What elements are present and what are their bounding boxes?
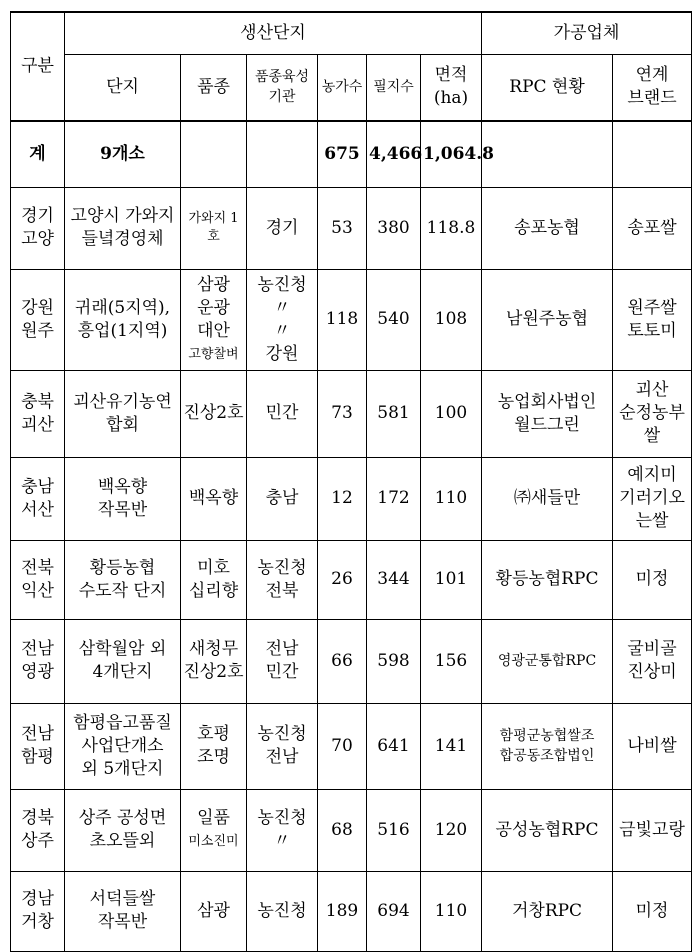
rpc-cell: 송포농협 — [482, 187, 613, 269]
area-cell: 156 — [421, 619, 482, 703]
region-cell: 경북 상주 — [11, 789, 65, 871]
parcels-cell: 516 — [367, 789, 421, 871]
variety-cell: 가와지 1호 — [181, 187, 247, 269]
brand-cell: 굴비골 진상미 — [613, 619, 692, 703]
farms-cell: 12 — [318, 457, 367, 540]
total-variety — [181, 121, 247, 187]
region-cell: 전남 영광 — [11, 619, 65, 703]
complex-cell: 고양시 가와지 들녘경영체 — [65, 187, 181, 269]
breeder-cell: 민간 — [247, 370, 318, 457]
total-area: 1,064.8 — [421, 121, 482, 187]
table-row — [11, 370, 692, 457]
brand-cell: 금빛고랑 — [613, 789, 692, 871]
area-cell: 141 — [421, 703, 482, 789]
variety-cell: 백옥향 — [181, 457, 247, 540]
parcels-cell: 172 — [367, 457, 421, 540]
area-cell: 110 — [421, 457, 482, 540]
total-parcels: 4,466 — [367, 121, 421, 187]
header-row-2 — [11, 54, 692, 121]
parcels-cell: 581 — [367, 370, 421, 457]
area-cell: 101 — [421, 540, 482, 619]
breeder-cell: 충남 — [247, 457, 318, 540]
area-cell: 100 — [421, 370, 482, 457]
brand-cell: 송포쌀 — [613, 187, 692, 269]
breeder-cell: 농진청 〃 〃 강원 — [247, 269, 318, 370]
parcels-cell: 641 — [367, 703, 421, 789]
total-row — [11, 121, 692, 187]
breeder-cell: 경기 — [247, 187, 318, 269]
complex-cell: 함평읍고품질 사업단개소 외 5개단지 — [65, 703, 181, 789]
rpc-cell: 황등농협RPC — [482, 540, 613, 619]
header-complex: 단지 — [65, 54, 181, 121]
table-row — [11, 789, 692, 871]
area-cell: 120 — [421, 789, 482, 871]
brand-cell: 나비쌀 — [613, 703, 692, 789]
breeder-cell: 전남 민간 — [247, 619, 318, 703]
rpc-cell: 함평군농협쌀조 합공동조합법인 — [482, 703, 613, 789]
total-label: 계 — [11, 121, 65, 187]
header-brand: 연계 브랜드 — [613, 54, 692, 121]
farms-cell: 26 — [318, 540, 367, 619]
farms-cell: 118 — [318, 269, 367, 370]
farms-cell: 66 — [318, 619, 367, 703]
header-production-group: 생산단지 — [65, 12, 482, 54]
brand-cell: 원주쌀 토토미 — [613, 269, 692, 370]
farms-cell: 70 — [318, 703, 367, 789]
area-cell: 118.8 — [421, 187, 482, 269]
region-cell: 충남 서산 — [11, 457, 65, 540]
brand-cell: 미정 — [613, 871, 692, 951]
table-row — [11, 703, 692, 789]
region-cell: 강원 원주 — [11, 269, 65, 370]
variety-cell: 새청무 진상2호 — [181, 619, 247, 703]
parcels-cell: 598 — [367, 619, 421, 703]
breeder-cell: 농진청 — [247, 871, 318, 951]
complex-cell: 삼학월암 외 4개단지 — [65, 619, 181, 703]
rpc-cell: 농업회사법인 월드그린 — [482, 370, 613, 457]
total-farms: 675 — [318, 121, 367, 187]
header-row-1 — [11, 12, 692, 54]
farms-cell: 73 — [318, 370, 367, 457]
rpc-cell: 영광군통합RPC — [482, 619, 613, 703]
region-cell: 전남 함평 — [11, 703, 65, 789]
breeder-cell: 농진청 전남 — [247, 703, 318, 789]
header-parcels: 필지수 — [367, 54, 421, 121]
parcels-cell: 694 — [367, 871, 421, 951]
area-cell: 108 — [421, 269, 482, 370]
table-row — [11, 619, 692, 703]
variety-cell: 삼광 운광 대안 고향찰벼 — [181, 269, 247, 370]
farms-cell: 189 — [318, 871, 367, 951]
complex-cell: 괴산유기농연 합회 — [65, 370, 181, 457]
header-breeder: 품종육성 기관 — [247, 54, 318, 121]
header-area: 면적 (ha) — [421, 54, 482, 121]
header-rpc: RPC 현황 — [482, 54, 613, 121]
rpc-cell: ㈜새들만 — [482, 457, 613, 540]
variety-cell: 진상2호 — [181, 370, 247, 457]
farms-cell: 68 — [318, 789, 367, 871]
region-cell: 전북 익산 — [11, 540, 65, 619]
header-variety: 품종 — [181, 54, 247, 121]
rice-complex-table — [10, 11, 692, 952]
region-cell: 충북 괴산 — [11, 370, 65, 457]
variety-cell: 일품 미소진미 — [181, 789, 247, 871]
table-row — [11, 540, 692, 619]
region-cell: 경기 고양 — [11, 187, 65, 269]
brand-cell: 괴산 순정농부 쌀 — [613, 370, 692, 457]
parcels-cell: 380 — [367, 187, 421, 269]
brand-cell: 미정 — [613, 540, 692, 619]
table-row — [11, 269, 692, 370]
rpc-cell: 공성농협RPC — [482, 789, 613, 871]
header-category: 구분 — [11, 12, 65, 121]
breeder-cell: 농진청 〃 — [247, 789, 318, 871]
table-row — [11, 457, 692, 540]
header-farms: 농가수 — [318, 54, 367, 121]
complex-cell: 황등농협 수도작 단지 — [65, 540, 181, 619]
breeder-cell: 농진청 전북 — [247, 540, 318, 619]
region-cell: 경남 거창 — [11, 871, 65, 951]
variety-cell: 호평 조명 — [181, 703, 247, 789]
farms-cell: 53 — [318, 187, 367, 269]
rpc-cell: 거창RPC — [482, 871, 613, 951]
complex-cell: 상주 공성면 초오뜰외 — [65, 789, 181, 871]
parcels-cell: 540 — [367, 269, 421, 370]
total-complex: 9개소 — [65, 121, 181, 187]
parcels-cell: 344 — [367, 540, 421, 619]
total-rpc — [482, 121, 613, 187]
complex-cell: 서덕들쌀 작목반 — [65, 871, 181, 951]
table-row — [11, 871, 692, 951]
brand-cell: 예지미 기러기오 는쌀 — [613, 457, 692, 540]
total-brand — [613, 121, 692, 187]
complex-cell: 백옥향 작목반 — [65, 457, 181, 540]
table-row — [11, 187, 692, 269]
complex-cell: 귀래(5지역), 흥업(1지역) — [65, 269, 181, 370]
area-cell: 110 — [421, 871, 482, 951]
header-processing-group: 가공업체 — [482, 12, 692, 54]
variety-cell: 미호 십리향 — [181, 540, 247, 619]
rpc-cell: 남원주농협 — [482, 269, 613, 370]
variety-cell: 삼광 — [181, 871, 247, 951]
total-breeder — [247, 121, 318, 187]
